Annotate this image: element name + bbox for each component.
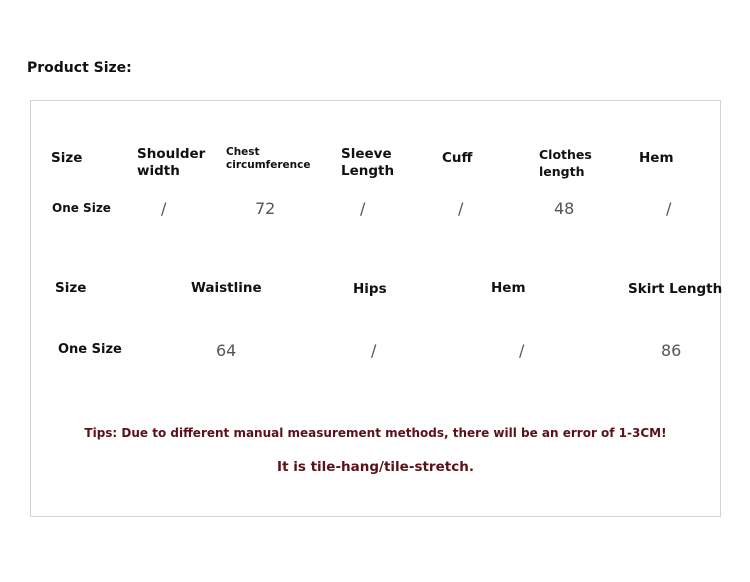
top-header-cuff: Cuff: [442, 150, 473, 166]
top-value-cuff: /: [458, 199, 464, 218]
tile-hang-note: It is tile-hang/tile-stretch.: [277, 459, 474, 475]
bottom-header-hem: Hem: [491, 280, 526, 296]
bottom-header-hips: Hips: [353, 281, 387, 297]
top-header-clothes-length: Clothes length: [539, 147, 592, 179]
size-chart-panel: [30, 100, 721, 517]
bottom-row-size-label: One Size: [58, 342, 122, 357]
measurement-tip: Tips: Due to different manual measurement methods, there will be an error of 1-3CM!: [84, 426, 667, 440]
bottom-header-waistline: Waistline: [191, 280, 262, 296]
bottom-value-waistline: 64: [216, 341, 237, 360]
bottom-value-skirt-length: 86: [661, 341, 682, 360]
top-value-chest: 72: [255, 199, 276, 218]
top-header-hem: Hem: [639, 150, 674, 166]
top-header-sleeve-length: Sleeve Length: [341, 146, 395, 179]
top-header-chest-circumference: Chest circumference: [226, 146, 311, 171]
top-row-size-label: One Size: [52, 201, 111, 215]
top-header-shoulder-width: Shoulder width: [137, 146, 206, 179]
top-value-hem: /: [666, 199, 672, 218]
bottom-header-skirt-length: Skirt Length: [628, 281, 723, 297]
top-value-sleeve: /: [360, 199, 366, 218]
top-value-clothes-length: 48: [554, 199, 575, 218]
page-title: Product Size:: [27, 60, 132, 76]
bottom-value-hem: /: [519, 341, 525, 360]
top-header-size: Size: [51, 150, 83, 166]
bottom-value-hips: /: [371, 341, 377, 360]
top-value-shoulder: /: [161, 199, 167, 218]
bottom-header-size: Size: [55, 280, 87, 296]
